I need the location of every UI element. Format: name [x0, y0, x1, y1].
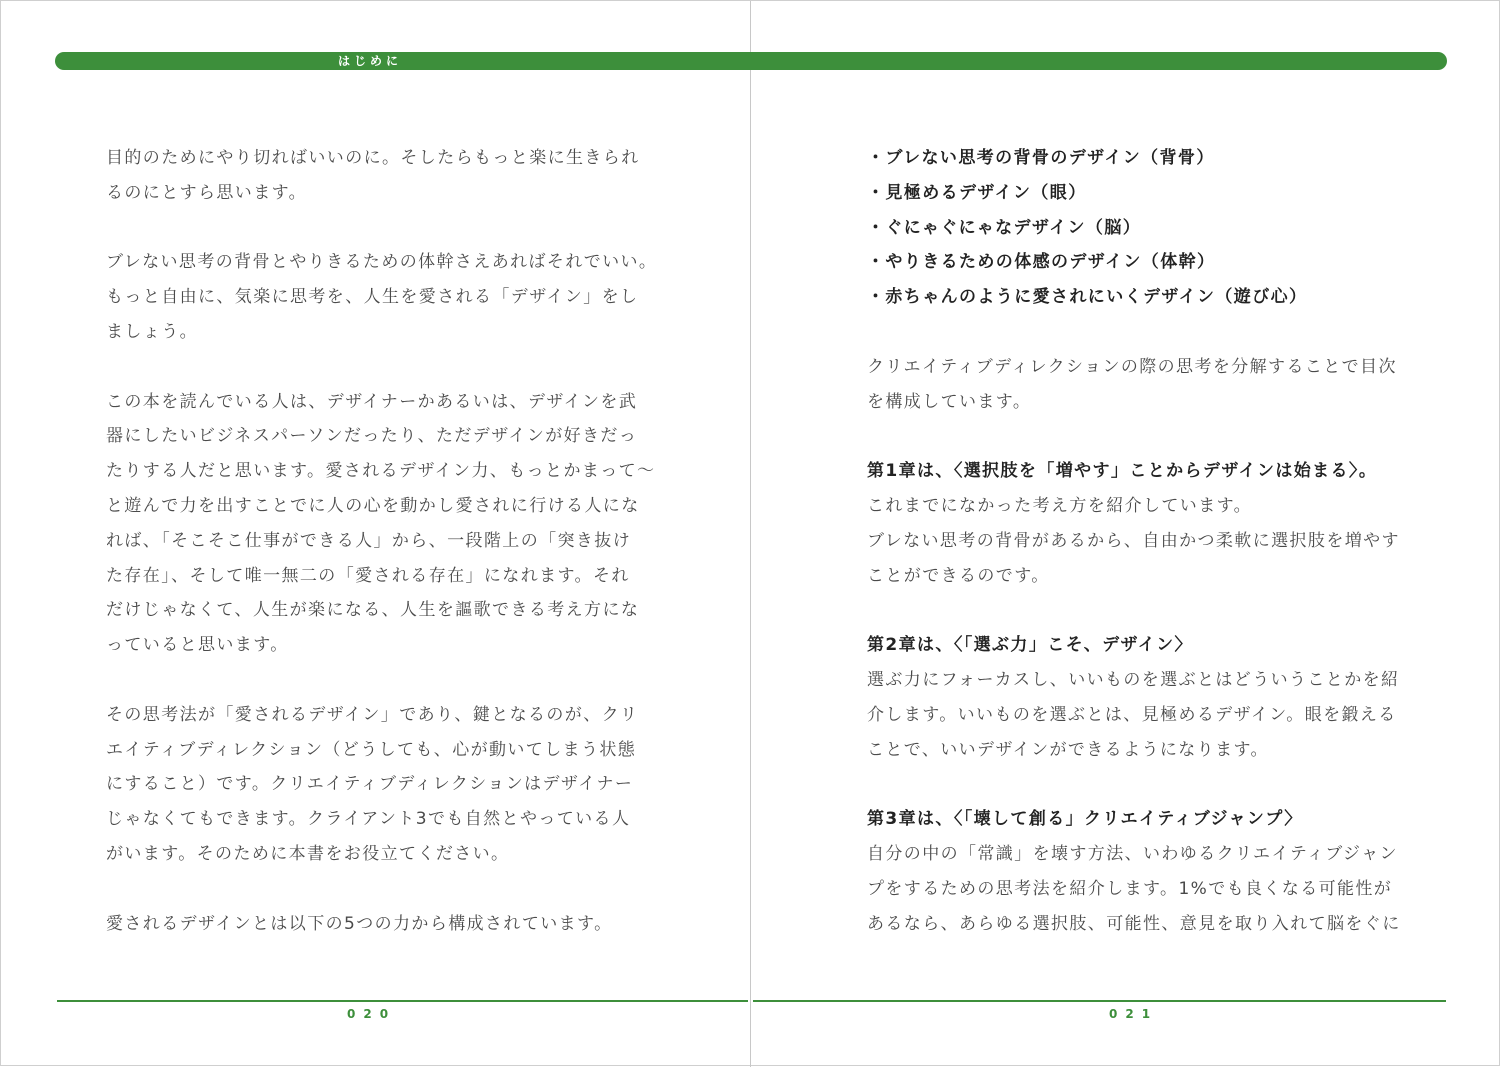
text-line: 介します。いいものを選ぶとは、見極めるデザイン。眼を鍛える [867, 704, 1397, 725]
page-number-right: 021 [1109, 1007, 1159, 1021]
paragraph-gap [106, 872, 646, 907]
chapter-header-title: はじめに [337, 54, 402, 68]
paragraph-gap [106, 663, 646, 698]
page-fold [750, 1, 751, 1067]
text-line: 器にしたいビジネスパーソンだったり、ただデザインが好きだっ [106, 426, 638, 447]
text-line: と遊んで力を出すことでに人の心を動かし愛されに行ける人にな [106, 495, 640, 516]
text-line: るのにとすら思います。 [106, 182, 308, 203]
text-line: たりする人だと思います。愛されるデザイン力、もっとかまって〜 [106, 461, 656, 482]
text-line: エイティブディレクション（どうしても、心が動いてしまう状態 [106, 739, 637, 760]
right-page-body [867, 141, 1412, 941]
text-line: を構成しています。 [867, 391, 1032, 412]
text-line: ブレない思考の背骨とやりきるための体幹さえあればそれでいい。 [106, 252, 658, 273]
text-line: 選ぶ力にフォーカスし、いいものを選ぶとはどういうことかを紹 [867, 669, 1400, 690]
bullet-item: ・赤ちゃんのように愛されにいくデザイン（遊び心） [867, 287, 1308, 308]
chapter-summary [867, 802, 1412, 941]
paragraph-gap [867, 767, 1412, 802]
footer-rule-right [753, 1000, 1446, 1002]
paragraph [106, 385, 656, 663]
text-line: 目的のためにやり切ればいいのに。そしたらもっと楽に生きられ [106, 148, 640, 168]
text-line: っていると思います。 [106, 635, 289, 656]
footer-rule-left [57, 1000, 748, 1002]
text-line: じゃなくてもできます。クライアント3でも自然とやっている人 [106, 809, 631, 830]
text-line: ことで、いいデザインができるようになります。 [867, 739, 1269, 760]
text-line: もっと自由に、気楽に思考を、人生を愛される「デザイン」をし [106, 287, 639, 308]
paragraph-gap [106, 350, 646, 385]
text-line: だけじゃなくて、人生が楽になる、人生を謳歌できる考え方にな [106, 600, 640, 621]
text-line: た存在」、そして唯一無二の「愛される存在」になれます。それ [106, 565, 630, 586]
chapter-heading: 第1章は、〈選択肢を「増やす」ことからデザインは始まる〉。 [867, 461, 1378, 482]
paragraph-gap [867, 315, 1412, 350]
text-line: これまでになかった考え方を紹介しています。 [867, 495, 1253, 516]
text-line: プをするための思考法を紹介します。1%でも良くなる可能性が [867, 878, 1393, 899]
paragraph-gap [867, 593, 1412, 628]
bullet-list [867, 141, 1412, 315]
text-line: にすること）です。クリエイティブディレクションはデザイナー [106, 774, 634, 795]
text-line: 愛されるデザインとは以下の5つの力から構成されています。 [106, 913, 613, 934]
chapter-heading: 第2章は、〈「選ぶ力」こそ、デザイン〉 [867, 635, 1193, 656]
paragraph [106, 907, 646, 942]
paragraph [106, 141, 646, 211]
text-line: この本を読んでいる人は、デザイナーかあるいは、デザインを武 [106, 391, 638, 412]
text-line: ブレない思考の背骨があるから、自由かつ柔軟に選択肢を増やす [867, 530, 1400, 551]
chapter-summary [867, 628, 1412, 767]
bullet-item: ・ぐにゃぐにゃなデザイン（脳） [867, 217, 1142, 238]
text-line: れば、「そこそこ仕事ができる人」から、一段階上の「突き抜け [106, 530, 632, 551]
text-line: がいます。そのために本書をお役立てください。 [106, 843, 510, 864]
paragraph [106, 245, 658, 349]
paragraph-gap [106, 211, 646, 246]
text-line: クリエイティブディレクションの際の思考を分解することで目次 [867, 356, 1397, 377]
text-line: ましょう。 [106, 321, 198, 342]
bullet-item: ・ブレない思考の背骨のデザイン（背骨） [867, 148, 1215, 168]
chapter-summary [867, 454, 1412, 593]
paragraph [867, 350, 1412, 420]
paragraph [106, 698, 646, 872]
page-number-left: 020 [347, 1007, 397, 1021]
text-line: 自分の中の「常識」を壊す方法、いわゆるクリエイティブジャン [867, 843, 1398, 864]
bullet-item: ・見極めるデザイン（眼） [867, 182, 1087, 203]
paragraph-gap [867, 419, 1412, 454]
left-page-body [106, 141, 658, 941]
text-line: あるなら、あらゆる選択肢、可能性、意見を取り入れて脳をぐに [867, 913, 1401, 934]
text-line: ことができるのです。 [867, 565, 1050, 586]
text-line: その思考法が「愛されるデザイン」であり、鍵となるのが、クリ [106, 704, 639, 725]
chapter-heading: 第3章は、〈「壊して創る」クリエイティブジャンプ〉 [867, 809, 1303, 830]
bullet-item: ・やりきるための体感のデザイン（体幹） [867, 252, 1216, 273]
